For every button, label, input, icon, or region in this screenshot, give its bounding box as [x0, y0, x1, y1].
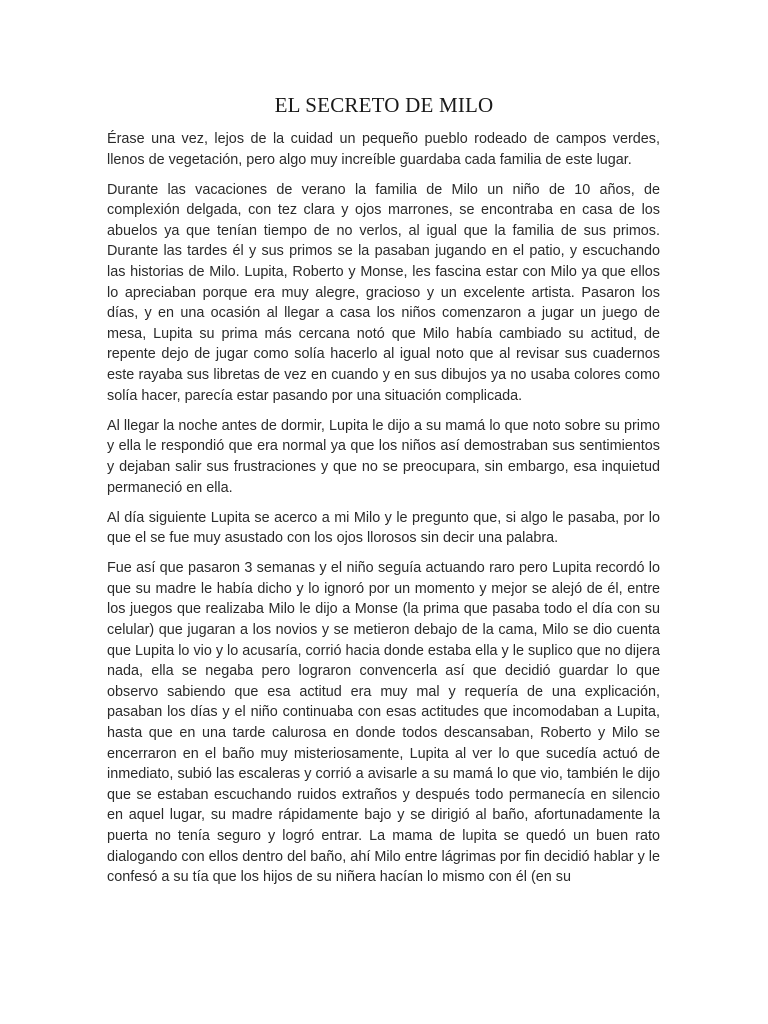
paragraph: Fue así que pasaron 3 semanas y el niño seguía actuando raro pero Lupita recordó lo que su madre le había dicho y lo ignoró por un momento y mejor se alejó de él, entre los juegos que realizaba Milo le dijo a Monse (la prima que pasaba todo el día con su celular) que jugaran a los novios y se metieron debajo de la cama, Milo se dio cuenta que Lupita lo vio y lo acusaría, corrió hacia donde estaba ella y le suplico que no dijera nada, ella se negaba pero lograron convencerla así que decidió guardar lo que observo sabiendo que esa actitud era muy mal y requería de una explicación, pasaban los días y el niño continuaba con esas actitudes que incomodaban a Lupita, hasta que en una tarde calurosa en donde todos descansaban, Roberto y Milo se encerraron en el baño muy misteriosamente, Lupita al ver lo que sucedía actuó de inmediato, subió las escaleras y corrió a avisarle a su mamá lo que vio, también le dijo que se estaban escuchando ruidos extraños y después todo permanecía en silencio en aquel lugar, su madre rápidamente bajo y se dirigió al baño, afortunadamente la puerta no tenía seguro y logró entrar. La mama de lupita se quedó un buen rato dialogando con ellos dentro del baño, ahí Milo entre lágrimas por fin decidió hablar y le confesó a su tía que los hijos de su niñera hacían lo mismo con él (en su [107, 560, 660, 886]
paragraph: Al llegar la noche antes de dormir, Lupita le dijo a su mamá lo que noto sobre su primo y ella le respondió que era normal ya que los niños así demostraban sus sentimientos y dejaban salir sus frustraciones y que no se preocupara, sin embargo, esa inquietud permaneció en ella. [107, 417, 660, 496]
paragraph: Érase una vez, lejos de la cuidad un pequeño pueblo rodeado de campos verdes, llenos de vegetación, pero algo muy increíble guardaba cada familia de este lugar. [107, 131, 660, 168]
paragraph: Durante las vacaciones de verano la familia de Milo un niño de 10 años, de complexión delgada, con tez clara y ojos marrones, se encontraba en casa de los abuelos ya que tenían tiempo de no verlos, al igual que la familia de sus primos. Durante las tardes él y sus primos se la pasaban jugando en el patio, y escuchando las historias de Milo. Lupita, Roberto y Monse, les fascina estar con Milo ya que ellos lo apreciaban porque era muy alegre, gracioso y un excelente artista. Pasaron los días, y en una ocasión al llegar a casa los niños comenzaron a jugar un juego de mesa, Lupita su prima más cercana notó que Milo había cambiado su actitud, de repente dejo de jugar como solía hacerlo al igual noto que al revisar sus cuadernos este rayaba sus libretas de vez en cuando y en sus dibujos ya no usaba colores como solía hacer, parecía estar pasando por una situación complicada. [107, 181, 660, 404]
paragraph: Al día siguiente Lupita se acerco a mi Milo y le pregunto que, si algo le pasaba, por lo que el se fue muy asustado con los ojos llorosos sin decir una palabra. [107, 509, 660, 547]
document-title: EL SECRETO DE MILO [274, 93, 494, 117]
document-body [107, 129, 660, 897]
